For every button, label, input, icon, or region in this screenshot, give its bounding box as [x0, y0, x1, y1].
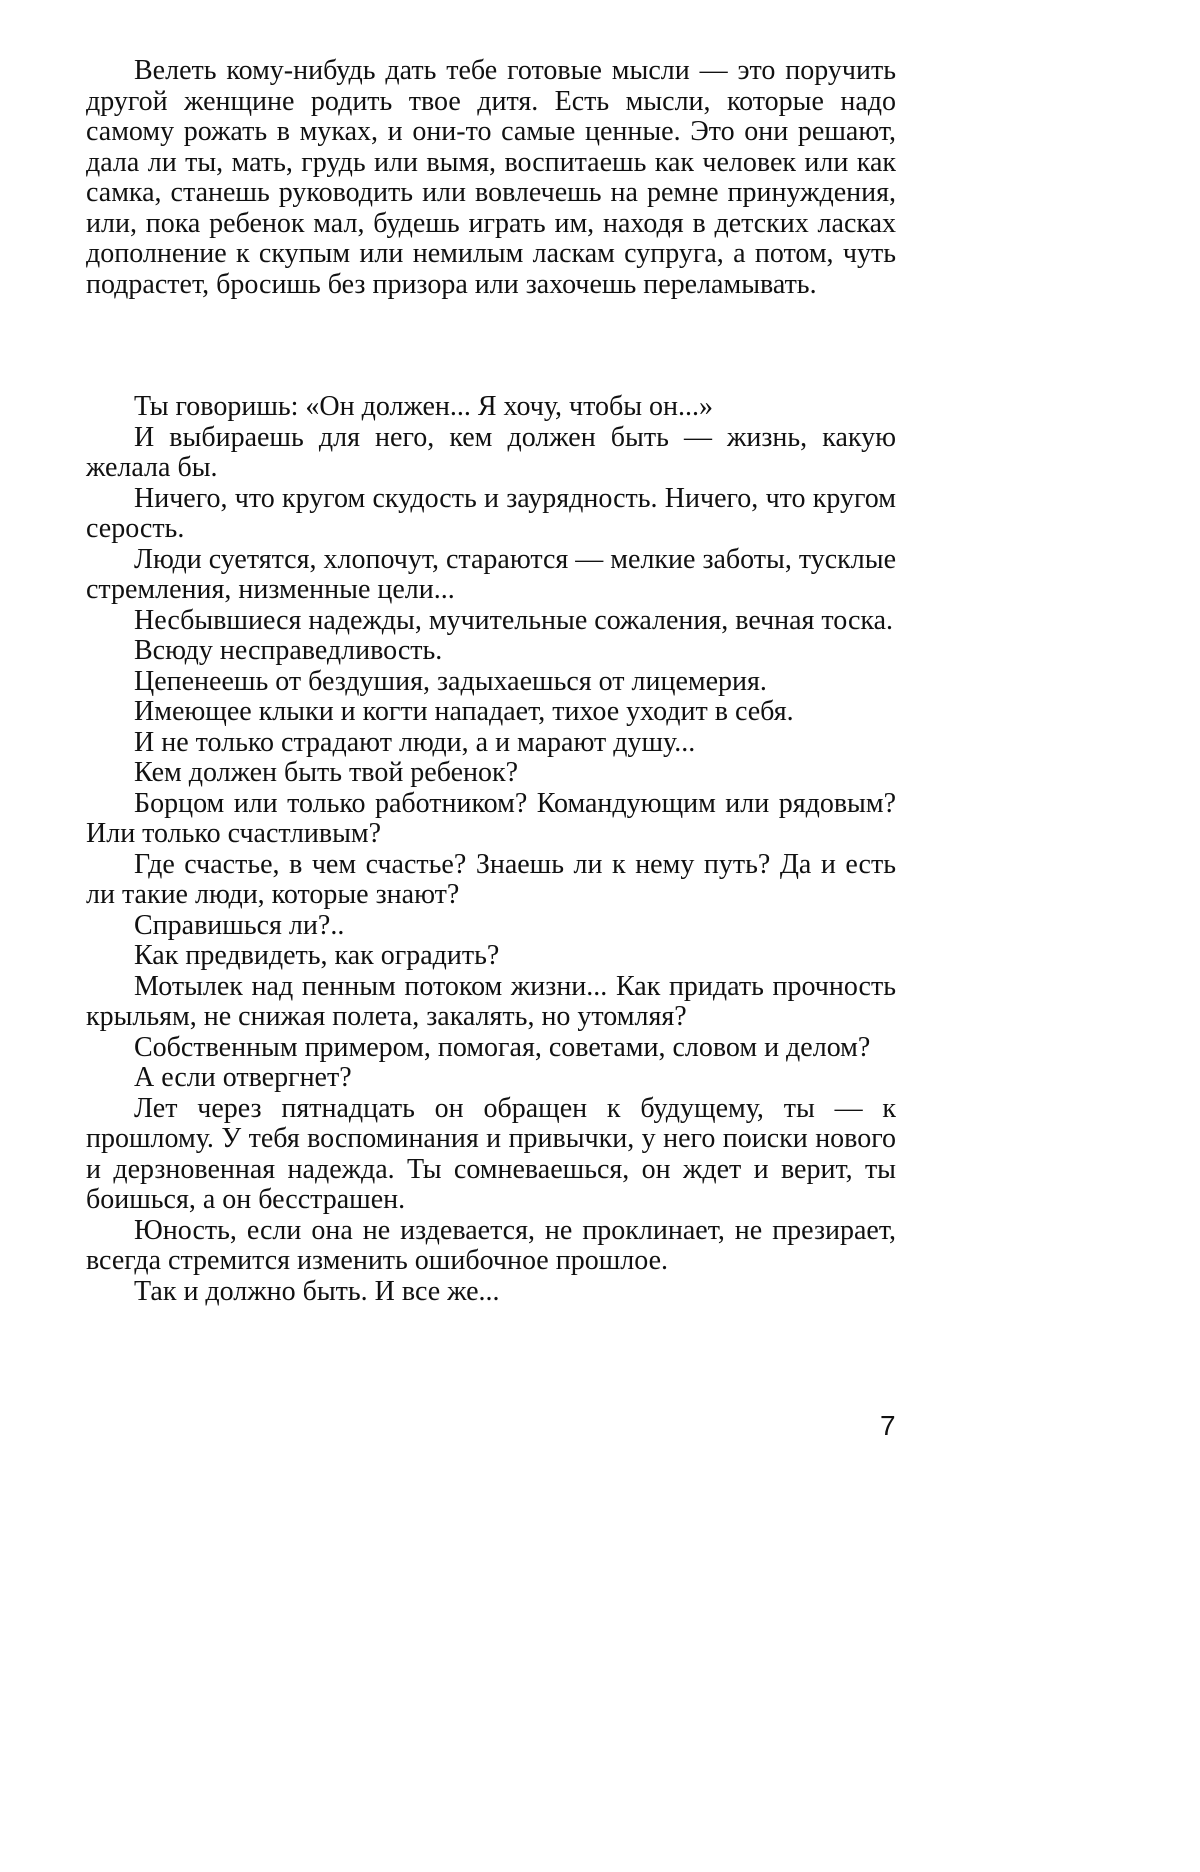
main-text-block [86, 392, 896, 1307]
paragraph: Справишься ли?.. [134, 909, 345, 941]
paragraph: Так и должно быть. И все же... [134, 1275, 500, 1307]
paragraph: Мотылек над пенным потоком жизни... Как придать прочность крыльям, не снижая полета, закалять, но утомляя? [86, 970, 896, 1032]
paragraph: Где счастье, в чем счастье? Знаешь ли к нему путь? Да и есть ли такие люди, которые знают? [86, 848, 896, 910]
paragraph: Люди суетятся, хлопочут, стараются — мелкие заботы, тусклые стремления, низменные цели... [86, 543, 896, 605]
paragraph: Юность, если она не издевается, не проклинает, не презирает, всегда стремится изменить ошибочное прошлое. [86, 1214, 896, 1276]
paragraph: И выбираешь для него, кем должен быть — жизнь, какую желала бы. [86, 421, 896, 483]
paragraph: Борцом или только работником? Командующим или рядовым? Или только счастливым? [86, 787, 896, 849]
paragraph: Лет через пятнадцать он обращен к будущему, ты — к прошлому. У тебя воспоминания и привычки, у него поиски нового и дерзновенная надежда. Ты сомневаешься, он ждет и верит, ты боишься, а он бесстрашен. [86, 1092, 896, 1215]
paragraph: Велеть кому-нибудь дать тебе готовые мысли — это поручить другой женщине родить твое дитя. Есть мысли, которые надо самому рожать в муках, и они-то самые ценные. Это они решают, дала ли ты, мать, грудь или вымя, воспитаешь как человек или как самка, станешь руководить или вовлечешь на ремне принуждения, или, пока ребенок мал, будешь играть им, находя в детских ласках дополнение к скупым или немилым ласкам супруга, а потом, чуть подрастет, бросишь без призора или захочешь переламывать. [86, 55, 896, 300]
opening-paragraph-block [86, 56, 896, 300]
paragraph: Цепенеешь от бездушия, задыхаешься от лицемерия. [134, 665, 767, 697]
paragraph: Имеющее клыки и когти нападает, тихое уходит в себя. [134, 696, 794, 727]
paragraph: И не только страдают люди, а и марают душу... [134, 726, 696, 758]
paragraph: Несбывшиеся надежды, мучительные сожаления, вечная тоска. [134, 604, 894, 636]
paragraph: Всюду несправедливость. [134, 635, 443, 666]
paragraph: Ничего, что кругом скудость и заурядность. Ничего, что кругом серость. [86, 482, 896, 544]
paragraph: Ты говоришь: «Он должен... Я хочу, чтобы он...» [134, 391, 714, 422]
page-number: 7 [880, 1410, 896, 1441]
paragraph: А если отвергнет? [134, 1062, 352, 1093]
paragraph: Кем должен быть твой ребенок? [134, 757, 519, 788]
paragraph: Собственным примером, помогая, советами, словом и делом? [134, 1031, 871, 1063]
paragraph: Как предвидеть, как оградить? [134, 940, 500, 971]
